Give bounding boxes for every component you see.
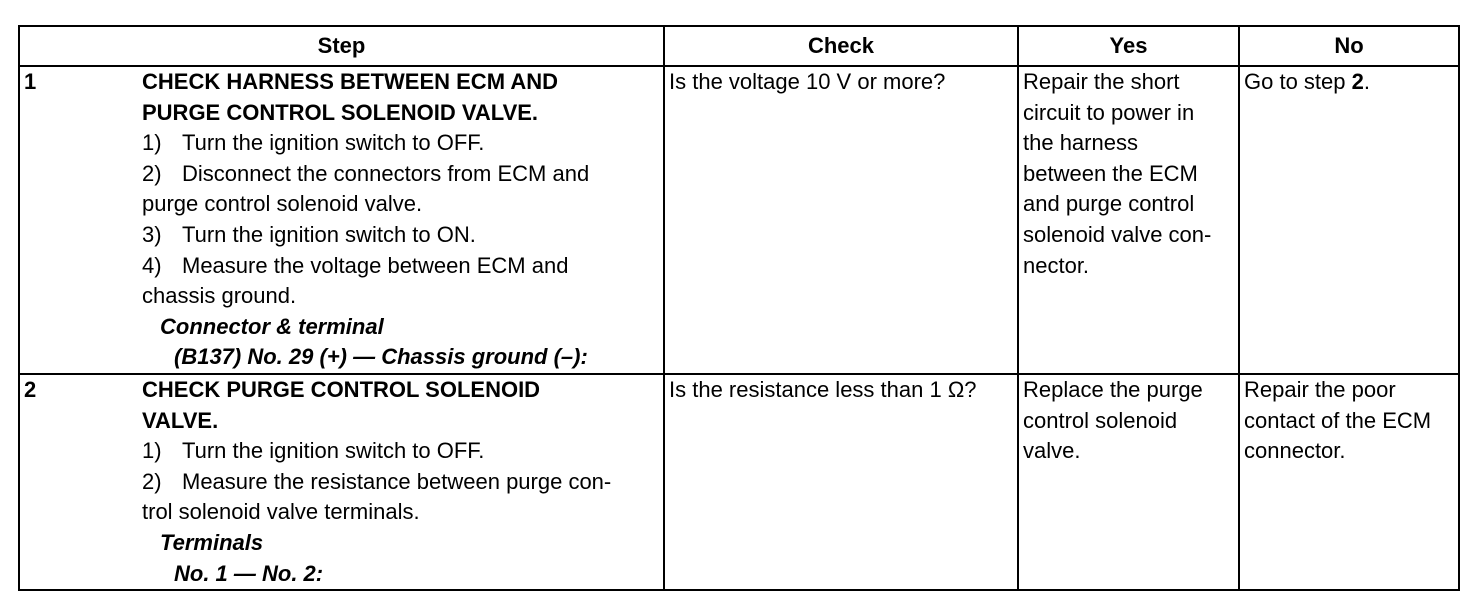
header-row [19, 26, 1459, 66]
note-value: No. 1 — No. 2: [174, 560, 324, 586]
note-value: (B137) No. 29 (+) — Chassis ground (–): [174, 344, 588, 370]
table-row [19, 66, 1459, 374]
step-cell [19, 374, 664, 590]
note-label: Connector & terminal [160, 313, 384, 339]
yes-cell: Replace the purge control solenoid valve. [1018, 374, 1239, 590]
check-cell: Is the resistance less than 1 Ω? [664, 374, 1018, 590]
no-cell: Go to step 2. [1239, 66, 1459, 374]
header-check: Check [664, 26, 1018, 66]
step-number: 2 [24, 376, 37, 402]
procedure-line: 2) Disconnect the connectors from ECM and [142, 160, 590, 186]
step-number: 1 [24, 69, 37, 94]
procedure-line: 1) Turn the ignition switch to OFF. [142, 438, 485, 464]
procedure-line: trol solenoid valve terminals. [142, 499, 420, 525]
procedure-line: chassis ground. [142, 283, 297, 309]
procedure-line: 2) Measure the resistance between purge con- [142, 468, 612, 494]
step-title: VALVE. [142, 407, 219, 433]
procedure-line: 3) Turn the ignition switch to ON. [142, 221, 476, 247]
step-link: 2 [1351, 69, 1364, 94]
table-row [19, 374, 1459, 590]
header-yes: Yes [1018, 26, 1239, 66]
yes-cell: Repair the short circuit to power in the harness between the ECM and purge control solenoid valve con- nector. [1018, 66, 1239, 374]
step-title: PURGE CONTROL SOLENOID VALVE. [142, 99, 539, 125]
procedure-line: 4) Measure the voltage between ECM and [142, 252, 569, 278]
header-no: No [1239, 26, 1459, 66]
step-cell [19, 66, 664, 374]
procedure-line: purge control solenoid valve. [142, 191, 423, 217]
procedure-line: 1) Turn the ignition switch to OFF. [142, 130, 485, 156]
step-title: CHECK PURGE CONTROL SOLENOID [142, 376, 541, 402]
step-title: CHECK HARNESS BETWEEN ECM AND [142, 69, 558, 94]
header-step: Step [19, 26, 664, 66]
note-label: Terminals [160, 529, 264, 555]
no-cell: Repair the poor contact of the ECM connector. [1239, 374, 1459, 590]
check-cell: Is the voltage 10 V or more? [664, 66, 1018, 374]
diagnostic-table [18, 25, 1460, 591]
